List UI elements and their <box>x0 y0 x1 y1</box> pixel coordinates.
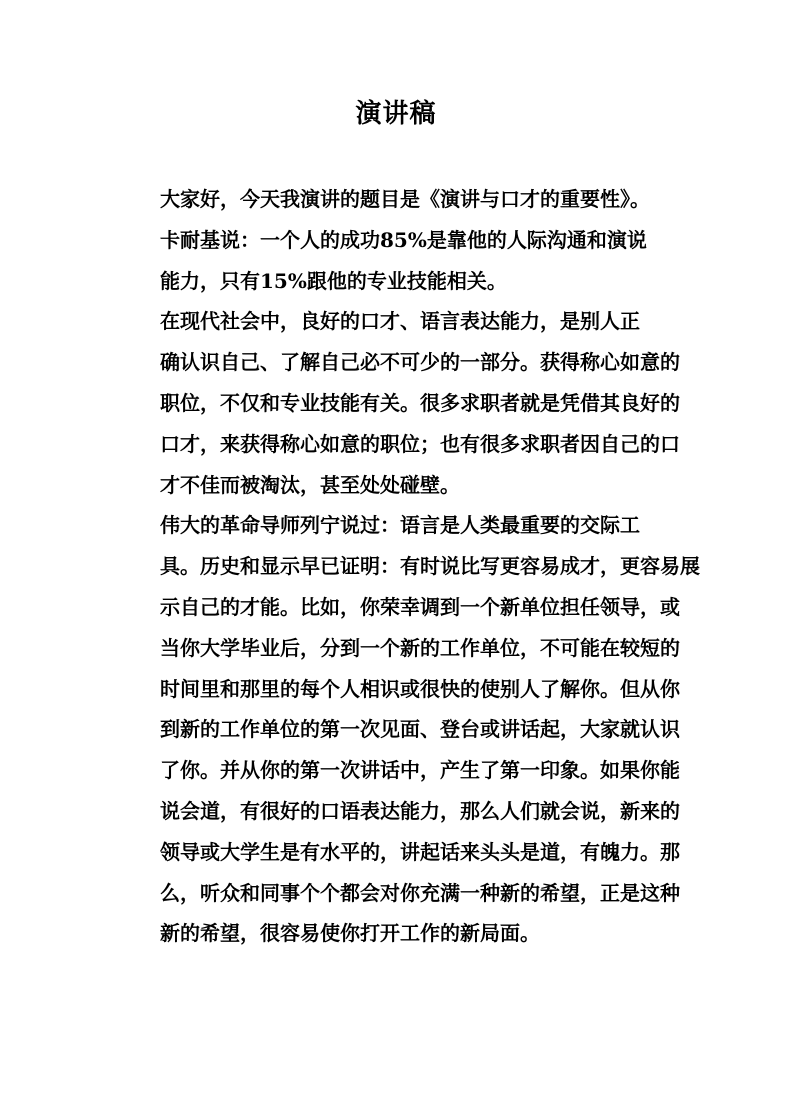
text-line: 大家好，今天我演讲的题目是《演讲与口才的重要性》。 <box>160 187 650 211</box>
text-line: 具。历史和显示早已证明：有时说比写更容易成才，更容易展 <box>160 554 700 579</box>
text-line: 示自己的才能。比如，你荣幸调到一个新单位担任领导，或 <box>160 594 680 619</box>
text-line: 才不佳而被淘汰，甚至处处碰壁。 <box>160 472 460 497</box>
document-title: 演讲稿 <box>355 99 437 129</box>
text-line: 伟大的革命导师列宁说过：语言是人类最重要的交际工 <box>160 513 640 538</box>
text-line: 确认识自己、了解自己必不可少的一部分。获得称心如意的 <box>160 350 680 375</box>
text-line: 口才，来获得称心如意的职位；也有很多求职者因自己的口 <box>160 431 680 456</box>
text-line: 卡耐基说：一个人的成功85%是靠他的人际沟通和演说 <box>160 227 647 252</box>
text-line: 职位，不仅和专业技能有关。很多求职者就是凭借其良好的 <box>160 390 680 415</box>
paragraph-1 <box>120 179 680 220</box>
text-line: 在现代社会中，良好的口才、语言表达能力，是别人正 <box>160 309 640 334</box>
paragraph-4 <box>120 505 700 954</box>
paragraph-3 <box>120 301 680 505</box>
text-line: 了你。并从你的第一次讲话中，产生了第一印象。如果你能 <box>160 758 680 783</box>
document-body <box>120 179 700 954</box>
text-line: 么，听众和同事个个都会对你充满一种新的希望，正是这种 <box>160 880 680 905</box>
text-line: 到新的工作单位的第一次见面、登台或讲话起，大家就认识 <box>160 717 680 742</box>
text-line: 能力，只有15%跟他的专业技能相关。 <box>160 268 507 293</box>
text-line: 当你大学毕业后，分到一个新的工作单位，不可能在较短的 <box>160 635 680 660</box>
text-line: 新的希望，很容易使你打开工作的新局面。 <box>160 921 540 946</box>
text-line: 说会道，有很好的口语表达能力，那么人们就会说，新来的 <box>160 798 680 823</box>
paragraph-2 <box>120 220 680 302</box>
text-line: 领导或大学生是有水平的，讲起话来头头是道，有魄力。那 <box>160 839 680 864</box>
text-line: 时间里和那里的每个人相识或很快的使别人了解你。但从你 <box>160 676 680 701</box>
